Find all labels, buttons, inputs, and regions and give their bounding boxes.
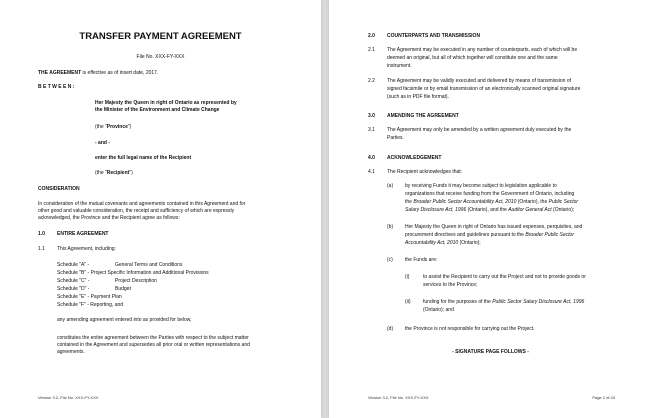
schedule-item: Schedule "A" - (57, 262, 90, 268)
page-1-footer: Version 3.2, File No. XXX-FY-XXX (38, 395, 99, 400)
item-i-label: (i) (405, 274, 410, 280)
item-ii-line2: (Ontario); and (423, 307, 454, 313)
section-2-1-line2: deemed an original, but all of which together will constitute one and the same (387, 55, 558, 61)
recipient-definition (95, 170, 133, 176)
a4-it1: Salary Disclosure Act, 1996 (405, 207, 467, 213)
section-2-number: 2.0 (368, 33, 375, 39)
section-3-1-line1: The Agreement may only be amended by a written agreement duly executed by the (387, 127, 572, 133)
schedule-item: Schedule "D" - (57, 286, 90, 292)
page-2-footer-right: Page 2 of 43 (592, 395, 615, 400)
b3-it: Accountability Act, 2010 (405, 240, 459, 246)
section-1-number: 1.0 (38, 231, 45, 237)
section-1-1-number: 1.1 (38, 246, 45, 252)
section-3-title: AMENDING THE AGREEMENT (387, 113, 459, 119)
section-3-1-line2: Parties. (387, 135, 404, 141)
item-ii-line1 (423, 299, 584, 305)
b2-it: Broader Public Sector (525, 232, 574, 238)
and-separator: - and - (95, 140, 110, 146)
a3-mid: (Ontario), the (516, 199, 549, 205)
item-b-label: (b) (387, 224, 394, 230)
section-2-2-line1: The Agreement may be validly executed and delivered by means of transmission of (387, 78, 571, 84)
a3-it2: Public Sector (548, 199, 579, 205)
a3-pre: the (405, 199, 414, 205)
section-4-1-number: 4.1 (368, 169, 375, 175)
item-c-label: (c) (387, 257, 393, 263)
ii1-pre: funding for the purposes of the (423, 299, 493, 305)
section-1-title: ENTIRE AGREEMENT (57, 231, 109, 237)
recipient-name: enter the full legal name of the Recipient (95, 155, 192, 161)
schedule-desc: Project Description (115, 278, 157, 284)
item-i-line2: services to the Province; (423, 282, 478, 288)
ii1-it: Public Sector Salary Disclosure Act, 1996 (492, 299, 585, 305)
item-ii-label: (ii) (405, 299, 411, 305)
intro-rest: is effective as of insert date, 2017. (81, 70, 159, 76)
province-bold: Province (106, 124, 128, 130)
amending-line: any amending agreement entered into as provided for below, (57, 317, 192, 323)
item-a-line1: by receiving Funds it may become subject to legislation applicable to (405, 183, 557, 189)
section-4-1-text: The Recipient acknowledges that: (387, 169, 463, 175)
schedule-desc: Budget (115, 286, 131, 292)
section-2-2-line2: signed facsimile or by email transmission of an electronically scanned original signature (387, 86, 581, 92)
province-close: ") (127, 124, 132, 130)
section-2-1-number: 2.1 (368, 47, 375, 53)
constitutes-line1: constitutes the entire agreement between the Parties with respect to the subject matter (57, 335, 249, 341)
document-page-2 (329, 0, 652, 418)
constitutes-line3: agreements. (57, 349, 85, 355)
item-b-line1: Her Majesty the Queen in right of Ontario has issued expenses, perquisites, and (405, 224, 583, 230)
recipient-open: (the " (95, 170, 107, 176)
section-3-1-number: 3.1 (368, 127, 375, 133)
document-page-1 (0, 0, 321, 418)
item-c-text: the Funds are: (405, 257, 438, 263)
section-2-title: COUNTERPARTS AND TRANSMISSION (387, 33, 481, 39)
intro-bold: THE AGREEMENT (38, 70, 82, 76)
item-a-line4 (405, 207, 574, 213)
consideration-line2: other good and valuable consideration, the receipt and sufficiency of which are expressly (38, 208, 235, 214)
section-2-1-line1: The Agreement may be executed in any number of counterparts, each of which will be (387, 47, 578, 53)
item-d-text: the Province is not responsible for carrying out the Project. (405, 326, 535, 332)
section-3-number: 3.0 (368, 113, 375, 119)
recipient-bold: Recipient (106, 170, 130, 176)
b2-pre: procurement directives and guidelines pursuant to the (405, 232, 526, 238)
page-2-footer-left: Version 3.2, File No. XXX-FY-XXX (368, 395, 429, 400)
item-a-label: (a) (387, 183, 394, 189)
schedule-item: Schedule "F" - Reporting, and (57, 302, 124, 308)
consideration-line1: In consideration of the mutual covenants and agreements contained in this Agreement and for (38, 201, 246, 207)
section-2-1-line3: instrument. (387, 63, 412, 69)
consideration-line3: acknowledged, the Province and the Recipient agree as follows: (38, 215, 180, 221)
effective-date-line (38, 70, 158, 76)
schedule-item: Schedule "B" - Project Specific Information and Additional Provisions (57, 270, 209, 276)
item-b-line2 (405, 232, 574, 238)
party1-line2: the Minister of the Environment and Climate Change (95, 107, 220, 113)
schedule-item: Schedule "C" - (57, 278, 90, 284)
item-b-line3 (405, 240, 481, 246)
between-label: B E T W E E N : (38, 84, 75, 90)
province-definition (95, 124, 131, 130)
item-a-line2: organizations that receive funding from the Government of Ontario, including (405, 191, 575, 197)
province-open: (the " (95, 124, 107, 130)
schedule-item: Schedule "E" - Payment Plan (57, 294, 122, 300)
document-title: TRANSFER PAYMENT AGREEMENT (79, 31, 242, 42)
a4-post: (Ontario); (551, 207, 575, 213)
a3-it1: Broader Public Sector Accountability Act, 2010 (413, 199, 517, 205)
section-1-1-text: This Agreement, including: (57, 246, 116, 252)
section-4-title: ACKNOWLEDGEMENT (387, 155, 442, 161)
item-i-line1: to assist the Recipient to carry out the Project and not to provide goods or (423, 274, 586, 280)
party1-line1: Her Majesty the Queen in right of Ontario as represented by (95, 100, 237, 106)
section-2-2-number: 2.2 (368, 78, 375, 84)
schedule-desc: General Terms and Conditions (115, 262, 183, 268)
constitutes-line2: contained in the Agreement and supersedes all prior oral or written representations and (57, 342, 250, 348)
file-number: File No. XXX-FY-XXX (136, 54, 185, 60)
a4-it2: Auditor General Act (508, 207, 552, 213)
consideration-heading: CONSIDERATION (38, 186, 80, 192)
item-d-label: (d) (387, 326, 394, 332)
recipient-close: ") (129, 170, 133, 176)
item-a-line3 (405, 199, 578, 205)
a4-mid: (Ontario), and the (466, 207, 509, 213)
signature-page-follows: - SIGNATURE PAGE FOLLOWS - (452, 349, 529, 355)
b3-post: (Ontario); (458, 240, 481, 246)
section-2-2-line3: (such as in PDF file format). (387, 94, 449, 100)
section-4-number: 4.0 (368, 155, 375, 161)
